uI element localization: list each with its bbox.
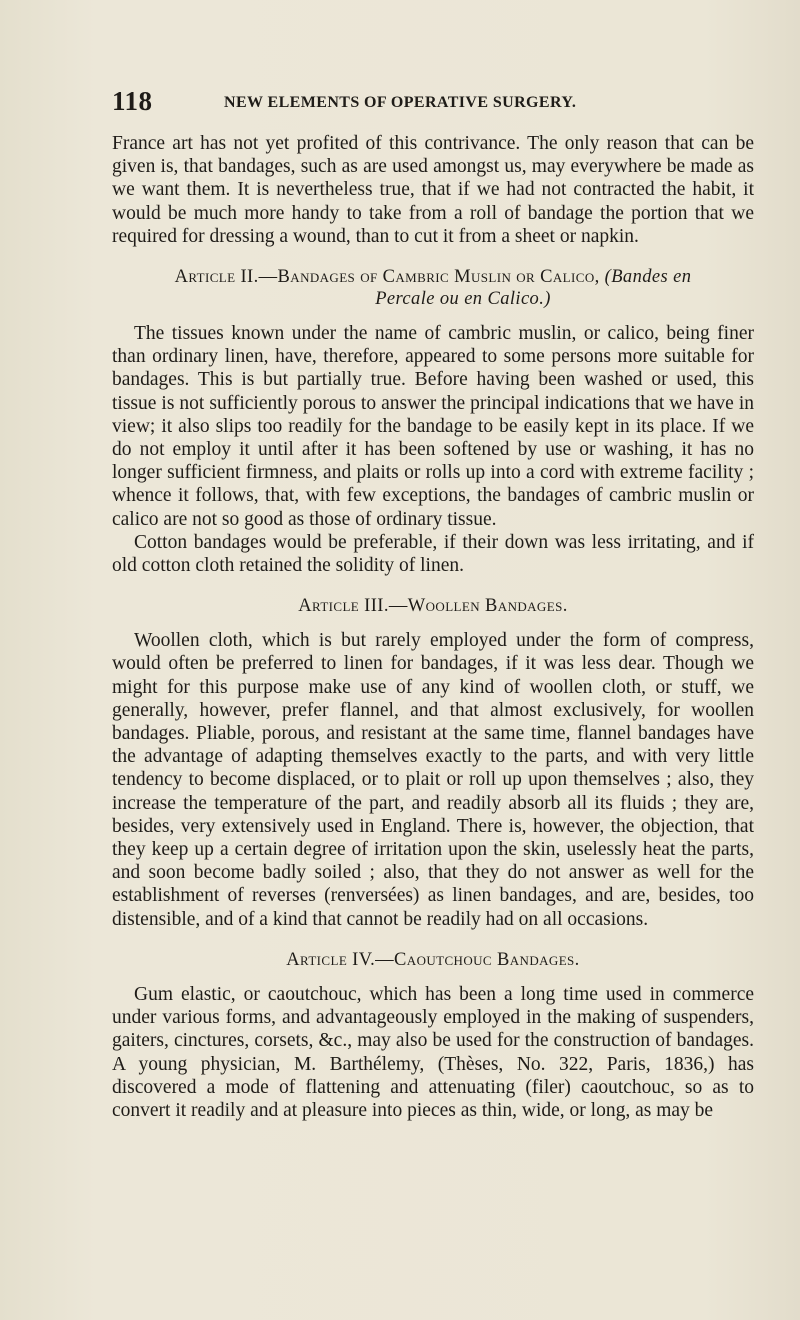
article-3-paragraph-1: Woollen cloth, which is but rarely employed under the form of compress, would often be preferred to linen for bandages, if it was less dear. Though we might for this purpose make use of any kind of woollen cloth, or stuff, we generally, however, prefer flannel, and that almost exclusively, for woollen bandages. Pliable, porous, and resistant at the same time, flannel bandages have the advantage of adapting themselves exactly to the parts, and with very little tendency to become displaced, or to plait or roll up upon themselves ; also, they increase the temperature of the part, and readily absorb all its fluids ; they are, besides, very extensively used in England. There is, however, the objection, that they keep up a certain degree of irritation upon the skin, uselessly heat the parts, and soon become badly soiled ; also, that they do not answer as well for the establishment of reverses (renversées) as linen bandages, and are, besides, too distensible, and of a kind that cannot be readily had on all occasions. (112, 630, 754, 930)
article-2-paragraph-1: The tissues known under the name of cambric muslin, or calico, being finer than ordinary linen, have, therefore, appeared to some persons more suitable for bandages. This is but partially true. Before having been washed or used, this tissue is not sufficiently porous to answer the principal indications that we have in view; it also slips too readily for the bandage to be easily kept in its place. If we do not employ it until after it has been softened by use or washing, it has no longer sufficient firmness, and plaits or rolls up into a cord with extreme facility ; whence it follows, that, with few exceptions, the bandages of cambric muslin or calico are not so good as those of ordinary tissue. (112, 323, 754, 530)
page-number: 118 (112, 86, 153, 116)
article-2-heading (112, 266, 754, 310)
running-title: NEW ELEMENTS OF OPERATIVE SURGERY. (224, 94, 577, 111)
article-2-heading-italic-2: Percale ou en Calico.) (375, 289, 551, 310)
article-3-heading (112, 595, 754, 617)
article-4-heading (112, 949, 754, 971)
article-4-paragraph-1: Gum elastic, or caoutchouc, which has been a long time used in commerce under various forms, and advantageously employed in the making of suspenders, gaiters, cinctures, corsets, &c., may also be used for the construction of bandages. A young physician, M. Barthélemy, (Thèses, No. 322, Paris, 1836,) has discovered a mode of flattening and attenuating (filer) caoutchouc, so as to convert it readily and at pleasure into pieces as thin, wide, or long, as may be (112, 983, 754, 1121)
page-body (112, 132, 754, 1122)
article-2-heading-italic-1: (Bandes en (604, 267, 692, 288)
article-2-paragraph-2: Cotton bandages would be preferable, if their down was less irritating, and if old cotton cloth retained the solidity of linen. (112, 531, 754, 577)
article-2-heading-text: Article II.—Bandages of Cambric Muslin or Calico, (174, 267, 600, 288)
running-head (112, 86, 754, 122)
article-4-heading-text: Article IV.—Caoutchouc Bandages. (286, 949, 580, 970)
article-3-heading-text: Article III.—Woollen Bandages. (298, 596, 568, 617)
opening-paragraph: France art has not yet profited of this contrivance. The only reason that can be given is, that bandages, such as are used amongst us, may everywhere be made as we want them. It is nevertheless true, that if we had not contracted the habit, it would be much more handy to take from a roll of bandage the portion that we required for dressing a wound, than to cut it from a sheet or napkin. (112, 133, 754, 247)
